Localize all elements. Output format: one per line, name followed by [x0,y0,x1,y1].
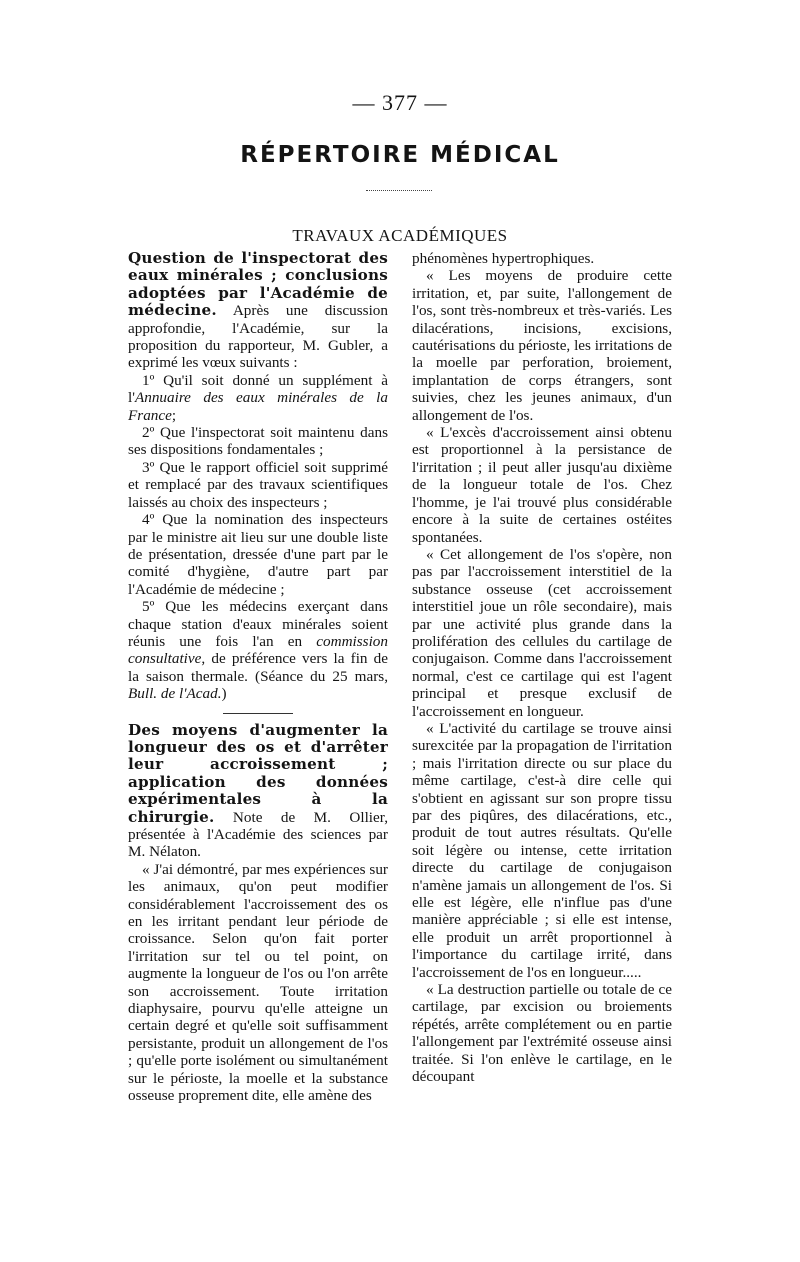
article-divider [223,713,293,714]
left-column [128,250,388,1105]
article1-paragraph [128,250,388,372]
article2-heading: Des moyens d'augmenter la longueur des os et d'arrêter leur accroissement ; application des données expérimentales à la chirurgie. [128,720,388,826]
article1-intro: Après une discussion approfondie, l'Académie, sur la proposition du rapporteur, M. Gubler, a exprimé les vœux suivants : [128,302,388,372]
article1-item-4: 4º Que la nomination des inspecteurs par le ministre ait lieu sur une double liste de présentation, dressée d'une part par le comité d'hygiène, d'autre part par l'Académie de médecine ; [128,511,388,598]
article2-paragraph [128,722,388,861]
item5-end: ) [221,685,227,703]
article1-item-2: 2º Que l'inspectorat soit maintenu dans ses dispositions fondamentales ; [128,424,388,459]
article2-intro: Note de M. Ollier, présentée à l'Académie des sciences par M. Nélaton. [128,808,389,861]
item1-end: ; [171,406,177,424]
article2-para-1: « J'ai démontré, par mes expériences sur les animaux, qu'on peut modifier considérablement l'accroissement des os en les irritant pendant leur période de croissance. Selon qu'on fait porter l'irritation sur tel ou tel point, on augmente la longueur de l'os ou l'on arrête son accroissement. Toute irritation diaphysaire, pourvu qu'elle atteigne un certain degré et qu'elle soit suffisamment persistante, produit un allongement de l'os ; qu'elle porte isolément ou simultanément sur le périoste, la moelle et la substance osseuse proprement dite, elle amène des [128,860,388,1105]
item1-text: 1º Qu'il soit donné un supplément à l' [128,371,388,407]
page-number: — 377 — [352,90,448,115]
article1-item-1 [128,372,388,424]
main-title: RÉPERTOIRE MÉDICAL [240,142,560,168]
right-column [412,250,672,1086]
article2-para-2: « Les moyens de produire cette irritation, et, par suite, l'allongement de l'os, sont très-nombreux et très-variés. Les dilacérations, incisions, excisions, cautérisations du périoste, les irritations de la moelle par perforation, broiement, implantation de corps étrangers, sont suivies, chez les jeunes animaux, d'un allongement de l'os. [412,267,672,424]
article1-heading: Question de l'inspectorat des eaux minérales ; conclusions adoptées par l'Académie de médecine. [128,249,388,320]
item5-citation: Bull. de l'Acad. [128,685,222,703]
article2-para-5: « L'activité du cartilage se trouve ainsi surexcitée par la propagation de l'irritation ; mais l'irritation directe ou sur place du même cartilage, c'est-à dire celle qui s'obtient en agissant sur son propre tissu par des piqûres, des dilacérations, etc., produit de tout autres résultats. Qu'elle soit légère ou intense, cette irritation directe du cartilage de conjugaison n'amène jamais un allongement de l'os. Si elle est légère, elle n'influe pas d'une manière appréciable ; si elle est intense, elle produit un arrêt proportionnel à l'importance du cartilage irrité, dans l'accroissement de l'os en longueur..... [412,719,672,981]
item5-commission: commission consultative [128,632,388,668]
item5-text-2: , de préférence vers la fin de la saison thermale. (Séance du 25 mars, [128,650,388,685]
article1-item-5 [128,598,388,702]
article2-para-1-continued: phénomènes hypertrophiques. [412,250,595,267]
article2-para-6: « La destruction partielle ou totale de ce cartilage, par excision ou broiements répétés, arrête complétement ou en partie l'allongement par l'extrémité osseuse ainsi traitée. Si l'on enlève le cartilage, en le découpant [412,981,672,1086]
article2-para-4: « Cet allongement de l'os s'opère, non pas par l'accroissement interstitiel de la substance osseuse (cet accroissement interstitiel joue un rôle secondaire), mais par une activité plus grande dans la prolifération des cellules du cartilage de conjugaison. Comme dans l'accroissement normal, c'est ce cartilage qui est l'agent principal et presque exclusif de l'accroissement en longueur. [412,545,672,720]
section-title: TRAVAUX ACADÉMIQUES [292,226,508,245]
item1-title: Annuaire des eaux minérales de la France [128,389,388,424]
article2-para-3: « L'excès d'accroissement ainsi obtenu est proportionnel à la persistance de l'irritation ; il peut aller jusqu'au dixième de la longueur totale de l'os. Chez l'homme, je l'ai trouvé plus considérable encore à la suite de certaines ostéites spontanées. [412,424,672,546]
article1-item-3: 3º Que le rapport officiel soit supprimé et remplacé par des travaux scientifiques laissés au choix des inspecteurs ; [128,458,388,511]
title-rule [366,190,432,191]
item5-text: 5º Que les médecins exerçant dans chaque station d'eaux minérales soient réunis une fois l'an en [128,598,388,650]
